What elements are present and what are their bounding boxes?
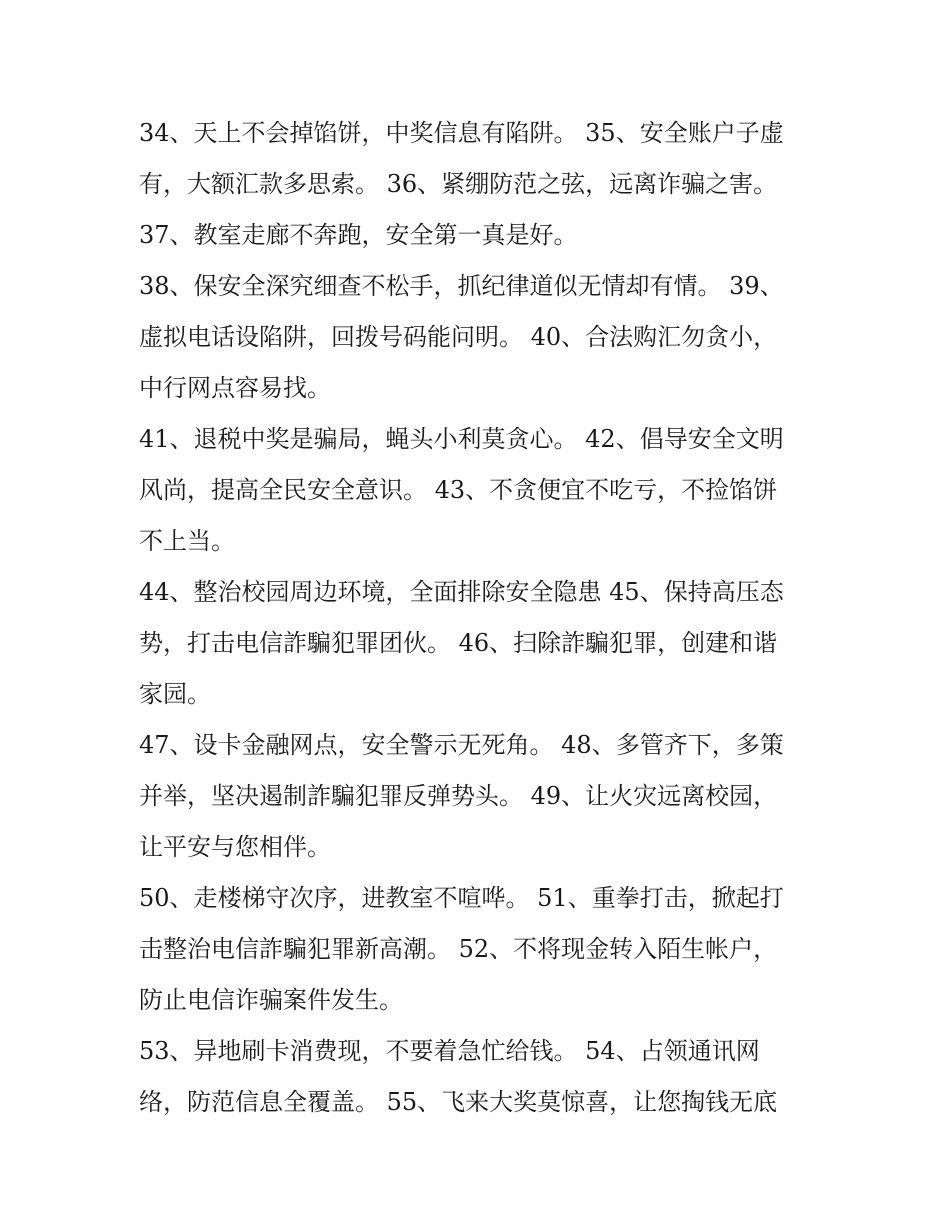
text-line: 风尚，提高全民安全意识。 43、不贪便宜不吃亏，不捡馅饼 xyxy=(139,476,778,504)
text-line: 虚拟电话设陷阱，回拨号码能问明。 40、合法购汇勿贪小， xyxy=(139,323,778,351)
document-body xyxy=(139,108,799,1128)
text-line: 44、整治校园周边环境，全面排除安全隐患 45、保持高压态 xyxy=(139,578,784,606)
text-line: 击整治电信詐騙犯罪新高潮。 52、不将现金转入陌生帐户， xyxy=(139,935,778,963)
text-line: 38、保安全深究细查不松手，抓纪律道似无情却有情。 39、 xyxy=(139,272,784,300)
text-line: 络，防范信息全覆盖。 55、飞来大奖莫惊喜，让您掏钱无底 xyxy=(139,1088,778,1116)
text-line: 中行网点容易找。 xyxy=(139,374,331,402)
text-line: 家园。 xyxy=(139,680,211,708)
text-line: 41、退税中奖是骗局，蝇头小利莫贪心。 42、倡导安全文明 xyxy=(139,425,784,453)
text-line: 37、教室走廊不奔跑，安全第一真是好。 xyxy=(139,221,578,249)
text-line: 并举，坚决遏制詐騙犯罪反弹势头。 49、让火灾远离校园， xyxy=(139,782,778,810)
text-line: 有，大额汇款多思索。 36、紧绷防范之弦，远离诈骗之害。 xyxy=(139,170,778,198)
text-line: 让平安与您相伴。 xyxy=(139,833,331,861)
text-line: 不上当。 xyxy=(139,527,235,555)
text-line: 防止电信诈骗案件发生。 xyxy=(139,986,403,1014)
text-line: 势，打击电信詐騙犯罪团伙。 46、扫除詐騙犯罪，创建和谐 xyxy=(139,629,778,657)
text-line: 53、异地刷卡消费现，不要着急忙给钱。 54、占领通讯网 xyxy=(139,1037,760,1065)
text-line: 50、走楼梯守次序，进教室不喧哗。 51、重拳打击，掀起打 xyxy=(139,884,784,912)
text-line: 34、天上不会掉馅饼，中奖信息有陷阱。 35、安全账户子虚 xyxy=(139,119,784,147)
text-line: 47、设卡金融网点，安全警示无死角。 48、多管齐下，多策 xyxy=(139,731,784,759)
